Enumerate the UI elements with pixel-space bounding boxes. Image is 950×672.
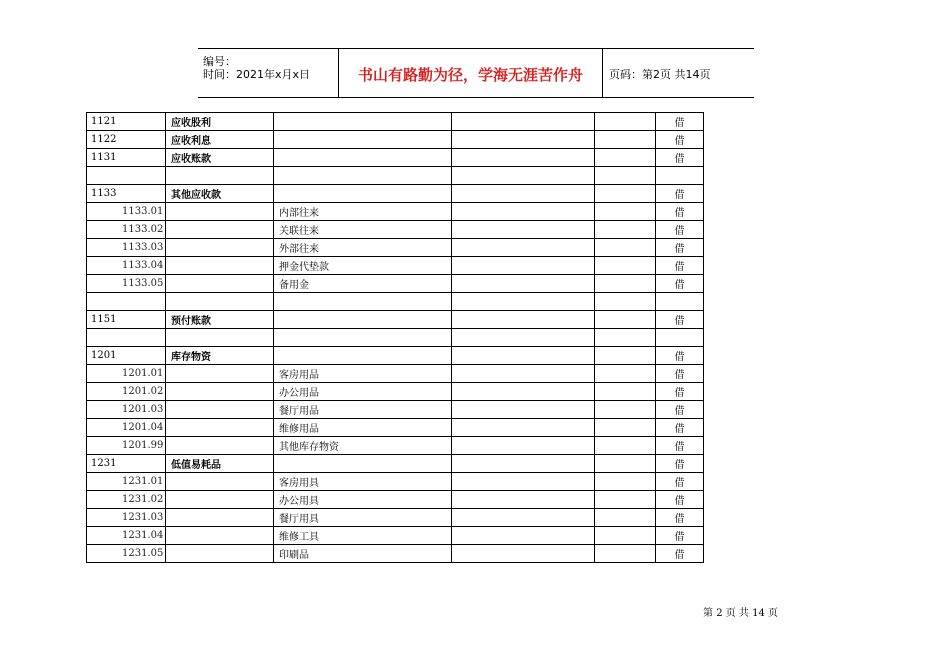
blank-cell [595, 167, 656, 185]
account-code-cell: 1231.03 [87, 509, 166, 527]
page-footer: 第 2 页 共 14 页 [703, 608, 778, 619]
account-name-cell: 其他应收款 [166, 185, 274, 203]
account-code-cell [87, 167, 166, 185]
blank-cell [595, 383, 656, 401]
balance-direction-cell: 借 [656, 401, 704, 419]
blank-cell [452, 275, 595, 293]
account-code-cell: 1201.01 [87, 365, 166, 383]
table-row [87, 185, 704, 203]
balance-direction-cell: 借 [656, 239, 704, 257]
blank-cell [452, 509, 595, 527]
blank-cell [595, 473, 656, 491]
table-row [87, 257, 704, 275]
sub-account-name-cell [274, 149, 452, 167]
account-name-cell: 库存物资 [166, 347, 274, 365]
ledger-body [87, 113, 704, 563]
account-code-cell: 1201.03 [87, 401, 166, 419]
blank-cell [452, 545, 595, 563]
table-row [87, 131, 704, 149]
blank-cell [595, 545, 656, 563]
blank-cell [452, 365, 595, 383]
account-code-cell: 1231.01 [87, 473, 166, 491]
account-code-cell: 1231.02 [87, 491, 166, 509]
account-name-cell [166, 365, 274, 383]
blank-cell [452, 131, 595, 149]
time-label: 时间：2021年x月x日 [203, 68, 311, 81]
blank-cell [595, 203, 656, 221]
table-row [87, 401, 704, 419]
sub-account-name-cell: 内部往来 [274, 203, 452, 221]
balance-direction-cell: 借 [656, 221, 704, 239]
sub-account-name-cell [274, 113, 452, 131]
sub-account-name-cell: 餐厅用品 [274, 401, 452, 419]
balance-direction-cell: 借 [656, 347, 704, 365]
header-meta [198, 49, 339, 97]
account-name-cell [166, 383, 274, 401]
blank-cell [452, 257, 595, 275]
table-row [87, 203, 704, 221]
sub-account-name-cell: 押金代垫款 [274, 257, 452, 275]
account-code-cell: 1131 [87, 149, 166, 167]
blank-cell [595, 257, 656, 275]
motto-text: 书山有路勤为径，学海无涯苦作舟 [357, 66, 583, 84]
table-row [87, 149, 704, 167]
account-name-cell [166, 221, 274, 239]
blank-cell [452, 149, 595, 167]
account-code-cell: 1231.04 [87, 527, 166, 545]
account-name-cell: 应收股利 [166, 113, 274, 131]
sub-account-name-cell: 维修工具 [274, 527, 452, 545]
blank-cell [452, 419, 595, 437]
table-row [87, 221, 704, 239]
blank-cell [595, 419, 656, 437]
sub-account-name-cell: 其他库存物资 [274, 437, 452, 455]
blank-cell [452, 167, 595, 185]
sub-account-name-cell [274, 347, 452, 365]
blank-cell [595, 311, 656, 329]
number-label: 编号： [203, 55, 236, 68]
table-row [87, 491, 704, 509]
table-row [87, 473, 704, 491]
sub-account-name-cell: 办公用具 [274, 491, 452, 509]
balance-direction-cell: 借 [656, 527, 704, 545]
account-code-cell: 1133.03 [87, 239, 166, 257]
sub-account-name-cell: 客房用具 [274, 473, 452, 491]
table-row [87, 437, 704, 455]
blank-cell [452, 491, 595, 509]
table-row [87, 293, 704, 311]
account-code-cell: 1133.01 [87, 203, 166, 221]
sub-account-name-cell [274, 293, 452, 311]
sub-account-name-cell: 外部往来 [274, 239, 452, 257]
blank-cell [595, 491, 656, 509]
account-name-cell [166, 275, 274, 293]
blank-cell [595, 329, 656, 347]
account-name-cell [166, 437, 274, 455]
account-code-cell [87, 293, 166, 311]
blank-cell [452, 527, 595, 545]
balance-direction-cell: 借 [656, 185, 704, 203]
sub-account-name-cell: 维修用品 [274, 419, 452, 437]
account-code-cell: 1231 [87, 455, 166, 473]
balance-direction-cell: 借 [656, 365, 704, 383]
account-name-cell [166, 527, 274, 545]
table-row [87, 365, 704, 383]
blank-cell [595, 293, 656, 311]
table-row [87, 527, 704, 545]
table-row [87, 167, 704, 185]
sub-account-name-cell: 印刷品 [274, 545, 452, 563]
balance-direction-cell: 借 [656, 113, 704, 131]
account-code-cell: 1201.99 [87, 437, 166, 455]
balance-direction-cell: 借 [656, 275, 704, 293]
table-row [87, 311, 704, 329]
balance-direction-cell: 借 [656, 311, 704, 329]
balance-direction-cell [656, 167, 704, 185]
sub-account-name-cell: 客房用品 [274, 365, 452, 383]
account-name-cell [166, 257, 274, 275]
account-name-cell: 应收账款 [166, 149, 274, 167]
page-header [198, 48, 754, 98]
blank-cell [595, 509, 656, 527]
account-name-cell [166, 419, 274, 437]
blank-cell [452, 347, 595, 365]
blank-cell [452, 203, 595, 221]
blank-cell [595, 347, 656, 365]
sub-account-name-cell [274, 167, 452, 185]
account-name-cell [166, 473, 274, 491]
account-name-cell [166, 401, 274, 419]
account-code-cell: 1151 [87, 311, 166, 329]
blank-cell [452, 329, 595, 347]
account-code-cell: 1201.02 [87, 383, 166, 401]
blank-cell [452, 473, 595, 491]
blank-cell [595, 149, 656, 167]
sub-account-name-cell [274, 329, 452, 347]
account-ledger [86, 112, 704, 563]
account-name-cell [166, 491, 274, 509]
blank-cell [595, 113, 656, 131]
blank-cell [595, 221, 656, 239]
blank-cell [452, 185, 595, 203]
page-info: 页码：第2页 共14页 [609, 68, 711, 81]
blank-cell [452, 239, 595, 257]
blank-cell [595, 239, 656, 257]
ledger-table [86, 112, 704, 563]
balance-direction-cell: 借 [656, 437, 704, 455]
balance-direction-cell: 借 [656, 257, 704, 275]
account-name-cell [166, 293, 274, 311]
account-name-cell: 低值易耗品 [166, 455, 274, 473]
blank-cell [595, 185, 656, 203]
account-name-cell [166, 509, 274, 527]
sub-account-name-cell: 关联往来 [274, 221, 452, 239]
sub-account-name-cell [274, 311, 452, 329]
table-row [87, 509, 704, 527]
blank-cell [595, 455, 656, 473]
account-code-cell: 1231.05 [87, 545, 166, 563]
balance-direction-cell: 借 [656, 419, 704, 437]
account-code-cell: 1122 [87, 131, 166, 149]
account-name-cell [166, 239, 274, 257]
sub-account-name-cell [274, 455, 452, 473]
table-row [87, 455, 704, 473]
blank-cell [595, 527, 656, 545]
account-code-cell [87, 329, 166, 347]
account-code-cell: 1121 [87, 113, 166, 131]
account-code-cell: 1133 [87, 185, 166, 203]
blank-cell [452, 437, 595, 455]
sub-account-name-cell: 备用金 [274, 275, 452, 293]
account-name-cell [166, 203, 274, 221]
balance-direction-cell: 借 [656, 491, 704, 509]
account-name-cell [166, 329, 274, 347]
account-code-cell: 1133.04 [87, 257, 166, 275]
balance-direction-cell [656, 293, 704, 311]
account-code-cell: 1201.04 [87, 419, 166, 437]
balance-direction-cell: 借 [656, 131, 704, 149]
table-row [87, 275, 704, 293]
account-code-cell: 1133.05 [87, 275, 166, 293]
balance-direction-cell: 借 [656, 149, 704, 167]
balance-direction-cell [656, 329, 704, 347]
account-name-cell [166, 167, 274, 185]
header-page-cell [603, 49, 754, 97]
sub-account-name-cell [274, 131, 452, 149]
table-row [87, 113, 704, 131]
table-row [87, 419, 704, 437]
account-name-cell: 应收利息 [166, 131, 274, 149]
blank-cell [452, 113, 595, 131]
table-row [87, 545, 704, 563]
table-row [87, 329, 704, 347]
blank-cell [595, 365, 656, 383]
header-motto-cell [339, 49, 603, 97]
account-name-cell: 预付账款 [166, 311, 274, 329]
table-row [87, 347, 704, 365]
table-row [87, 239, 704, 257]
blank-cell [595, 131, 656, 149]
balance-direction-cell: 借 [656, 383, 704, 401]
blank-cell [452, 221, 595, 239]
sub-account-name-cell: 餐厅用具 [274, 509, 452, 527]
balance-direction-cell: 借 [656, 473, 704, 491]
blank-cell [452, 293, 595, 311]
account-name-cell [166, 545, 274, 563]
table-row [87, 383, 704, 401]
blank-cell [595, 275, 656, 293]
blank-cell [452, 455, 595, 473]
blank-cell [452, 311, 595, 329]
blank-cell [595, 437, 656, 455]
blank-cell [595, 401, 656, 419]
blank-cell [452, 401, 595, 419]
account-code-cell: 1133.02 [87, 221, 166, 239]
blank-cell [452, 383, 595, 401]
balance-direction-cell: 借 [656, 203, 704, 221]
balance-direction-cell: 借 [656, 509, 704, 527]
sub-account-name-cell [274, 185, 452, 203]
sub-account-name-cell: 办公用品 [274, 383, 452, 401]
account-code-cell: 1201 [87, 347, 166, 365]
balance-direction-cell: 借 [656, 545, 704, 563]
balance-direction-cell: 借 [656, 455, 704, 473]
